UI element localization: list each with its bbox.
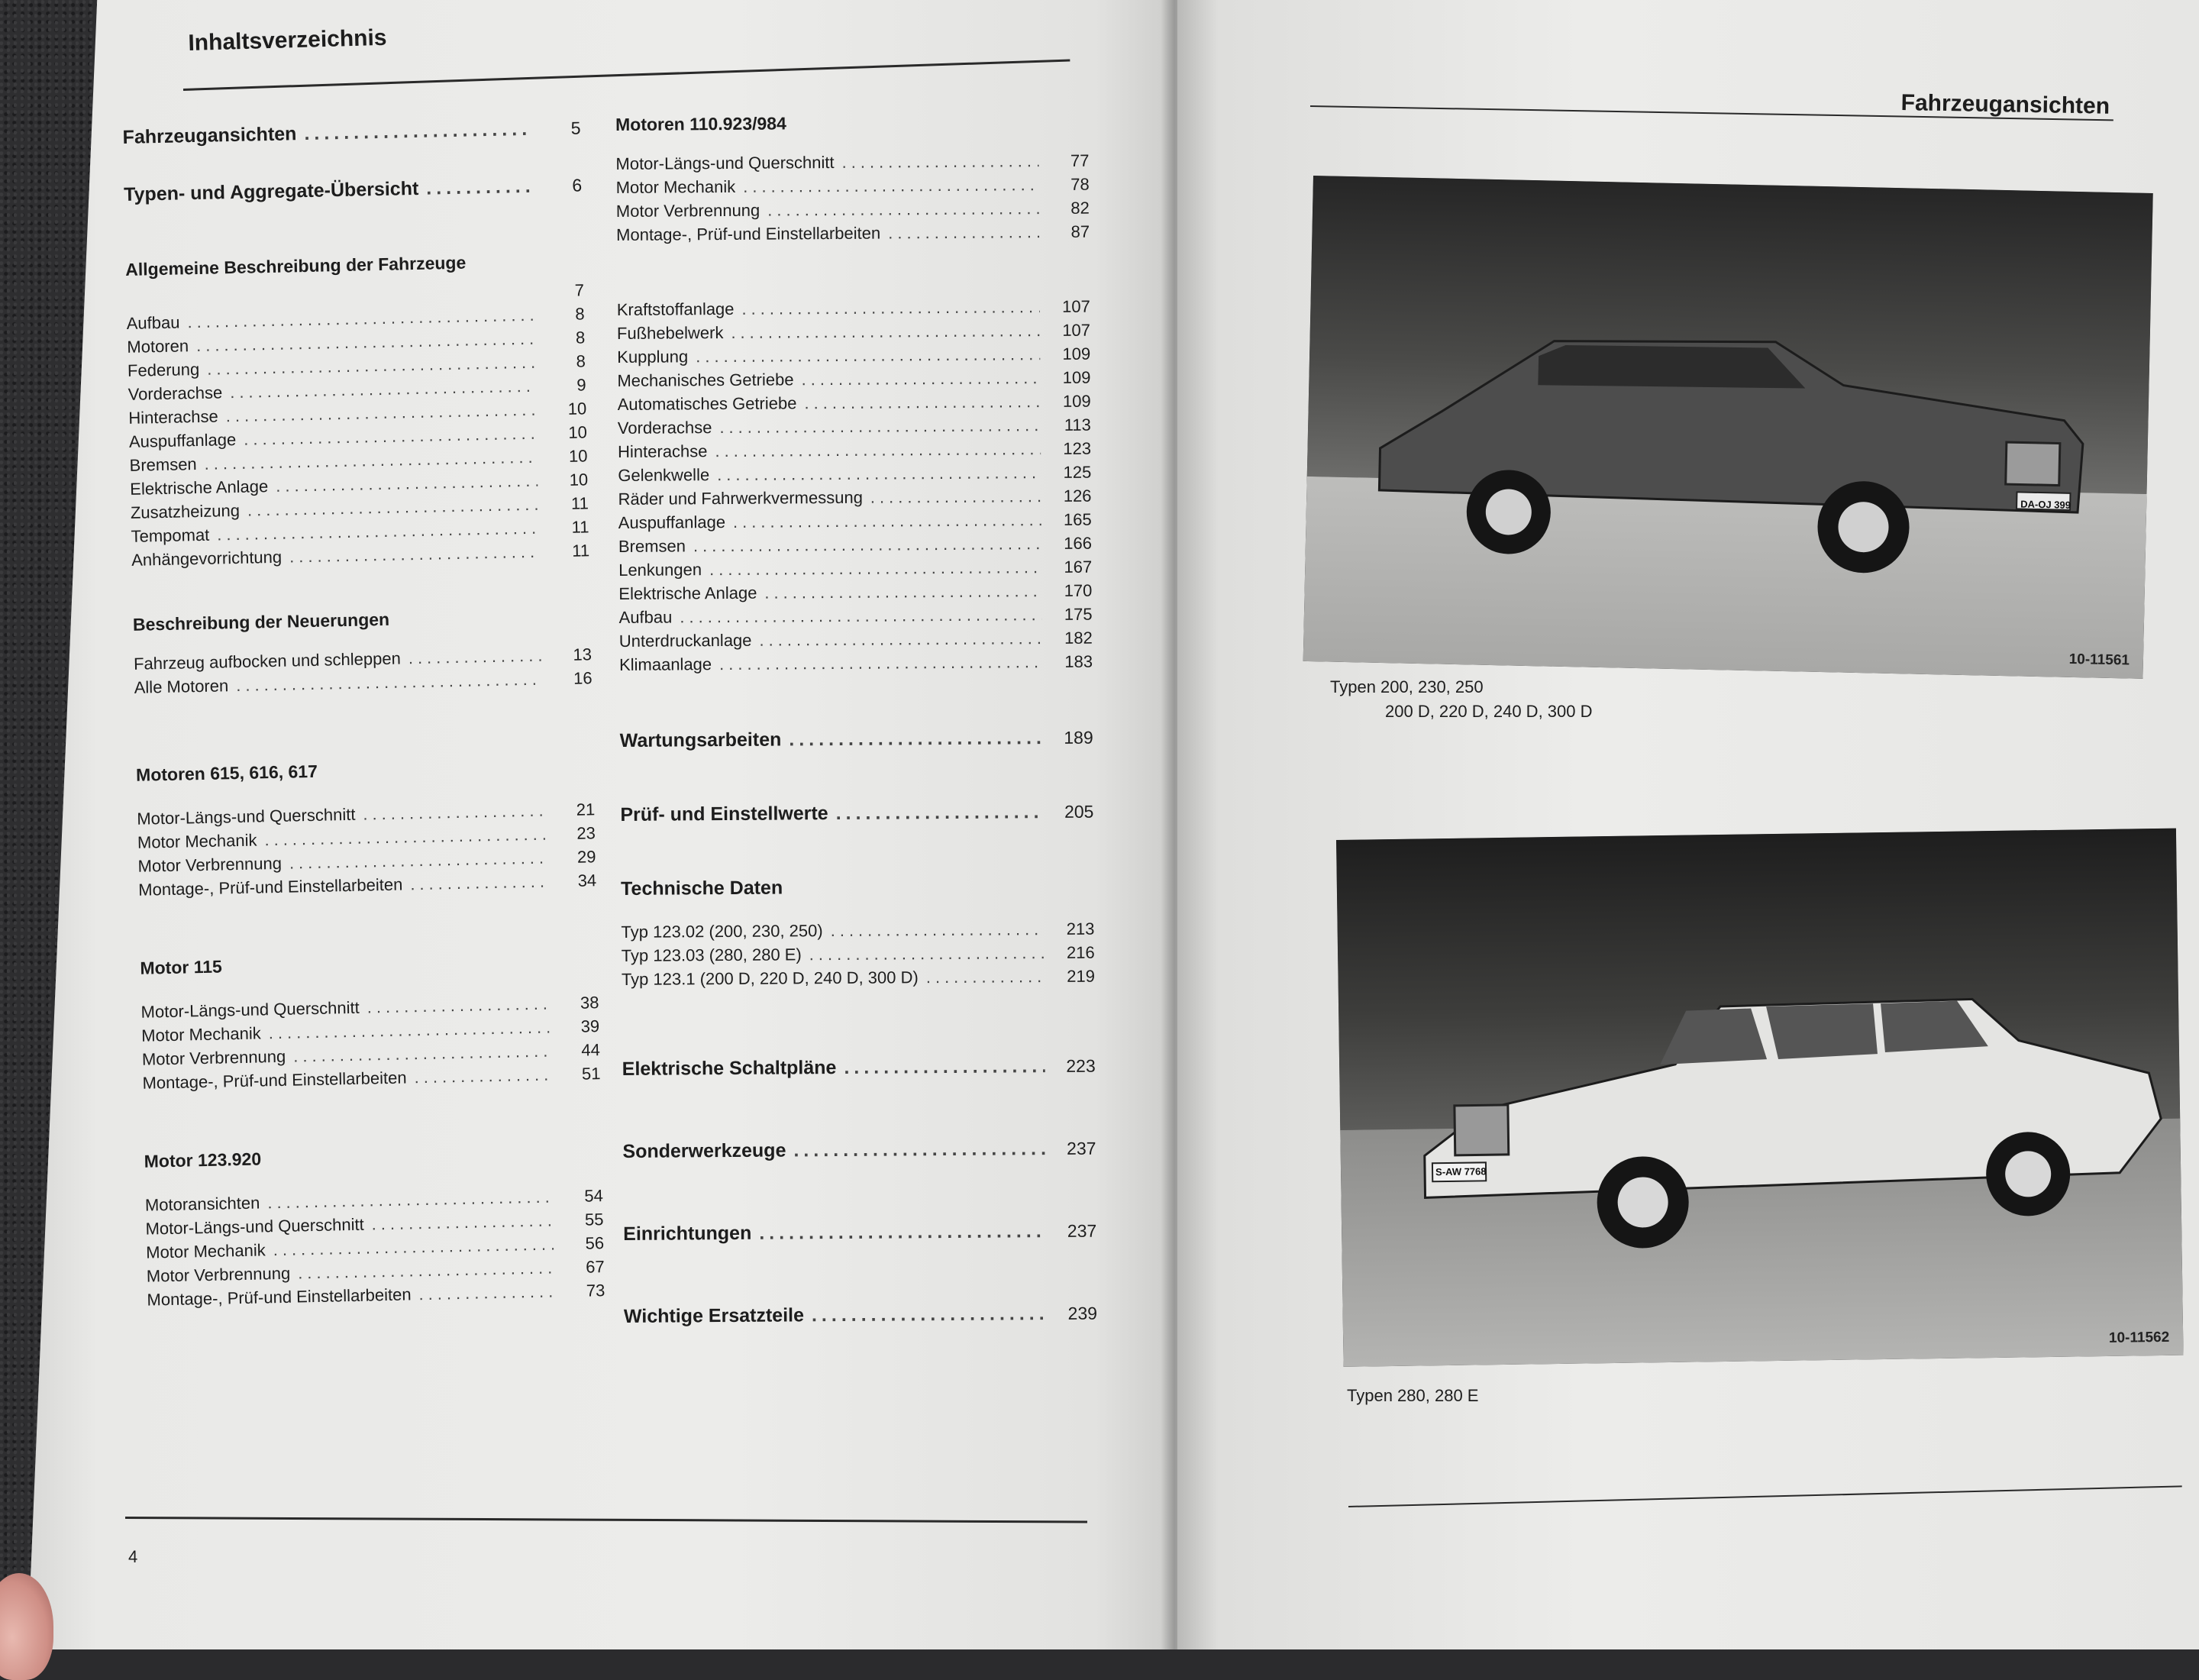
toc-list [617,295,1093,677]
photo-caption: Typen 200, 230, 250 200 D, 220 D, 240 D, 300 D [1330,677,1593,721]
section-title: Motoren 615, 616, 617 [135,761,318,785]
toc-entry: Hinterachse ..... 123 [618,437,1091,464]
toc-entry: Vorderachse ..... 9 [128,373,586,406]
toc-entry: Hinterachse ..... 10 [128,396,587,430]
toc-entry: Montage-, Prüf-und Einstellarbeiten ..... 73 [147,1278,605,1312]
section-title: Motor 115 [140,956,223,978]
toc-list [134,642,593,699]
toc-group-ersatzteile [624,1302,1097,1329]
toc-entry: Aufbau ..... 175 [618,603,1092,629]
toc-entry: Motoren ..... 8 [127,325,586,359]
license-plate: S-AW 7768 [1435,1165,1487,1178]
toc-entry: Bremsen ..... 10 [129,444,588,477]
toc-entry: Typ 123.02 (200, 230, 250) ..... 213 [621,917,1094,944]
toc-entry: Motor Verbrennung ..... 67 [147,1255,605,1288]
car-photo-sedan-dark [1303,176,2153,679]
toc-group-motoren110 [615,111,1090,247]
toc-group-motoren615 [136,755,597,902]
toc-entry: Motor-Längs-und Querschnitt ..... 55 [145,1207,604,1241]
toc-list [140,990,600,1095]
section-title: Technische Daten [620,877,783,900]
toc-entry: Elektrische Schaltpläne ..... 223 [622,1055,1096,1081]
toc-group-motor115 [140,948,601,1095]
toc-group-sonder [622,1137,1096,1164]
page-number: 4 [128,1547,138,1566]
toc-group-allgemein [125,250,589,571]
photo-code: 10-11562 [2108,1329,2170,1346]
toc-entry: Wichtige Ersatzteile ..... 239 [624,1302,1097,1329]
toc-entry: Lenkungen ..... 167 [618,555,1092,582]
car-illustration [1303,176,2153,679]
toc-entry: Zusatzheizung ..... 11 [131,491,589,525]
toc-entry: Montage-, Prüf-und Einstellarbeiten ..... 87 [616,220,1090,247]
toc-entry: Auspuffanlage ..... 10 [129,420,588,454]
toc-group-fahrwerk [617,295,1093,677]
toc-entry: Einrichtungen ..... 237 [623,1220,1096,1246]
toc-list [145,1184,605,1312]
toc-entry: Tempomat ..... 11 [131,515,589,548]
toc-entry: Sonderwerkzeuge ..... 237 [622,1137,1096,1164]
toc-entry: Motor Mechanik ..... 56 [146,1231,605,1265]
toc-entry: Elektrische Anlage ..... 10 [130,467,589,501]
toc-entry: Aufbau ..... 8 [126,302,585,335]
toc-entry: Typ 123.03 (280, 280 E) ..... 216 [622,941,1095,968]
toc-entry: Fußhebelwerk ..... 107 [617,318,1090,345]
toc-entry: Motor Mechanik ..... 23 [137,821,596,855]
toc-entry: Federung ..... 8 [128,349,586,383]
toc-group-einrichtungen [623,1220,1096,1246]
toc-entry: Motor-Längs-und Querschnitt ..... 77 [615,149,1089,176]
toc-entry: Auspuffanlage ..... 165 [618,508,1092,535]
toc-entry: Montage-, Prüf-und Einstellarbeiten ..... 51 [142,1061,601,1095]
toc-entry: Räder und Fahrwerkvermessung ..... 126 [618,484,1091,511]
toc-group-neuerungen [133,605,593,699]
toc-entry: Motor-Längs-und Querschnitt ..... 21 [137,797,596,831]
toc-entry: Motor Mechanik ..... 39 [141,1014,600,1048]
section-title: Motor 123.920 [144,1149,262,1171]
toc-group-wartung [620,726,1093,753]
photo-code: 10-11561 [2068,651,2130,669]
toc-list [621,917,1095,991]
photo-caption: Typen 280, 280 E [1347,1386,1479,1405]
toc-group-technische [621,875,1095,991]
toc-group-motor123 [144,1142,605,1312]
toc-entry: Fahrzeugansichten ..... 5 [122,116,581,150]
toc-group-elektrisch [622,1055,1096,1081]
car-photo-sedan-light [1336,829,2184,1367]
toc-entry: Motoransichten ..... 54 [145,1184,604,1217]
toc-list [126,302,589,571]
toc-entry: Vorderachse ..... 113 [618,413,1091,440]
toc-entry: Prüf- und Einstellwerte ..... 205 [620,800,1093,827]
toc-entry: Montage-, Prüf-und Einstellarbeiten ..... 34 [138,868,597,902]
toc-entry: Typ 123.1 (200 D, 220 D, 240 D, 300 D) ..... 219 [622,964,1095,991]
toc-entry: Alle Motoren ..... 16 [134,666,593,699]
toc-entry: Elektrische Anlage ..... 170 [618,579,1092,606]
toc-entry: Klimaanlage ..... 183 [619,650,1093,677]
toc-list [137,797,596,902]
car-illustration [1336,829,2184,1367]
toc-entry: Motor Verbrennung ..... 82 [616,196,1090,223]
section-title: Allgemeine Beschreibung der Fahrzeuge [124,252,467,279]
toc-entry: 7 [574,280,585,300]
toc-heading: Inhaltsverzeichnis [188,24,387,56]
toc-entry: Motor Mechanik ..... 78 [616,173,1090,199]
toc-entry: Motor-Längs-und Querschnitt ..... 38 [140,990,599,1024]
toc-entry: Fahrzeug aufbocken und schleppen ..... 13 [134,642,593,676]
toc-group-top [122,116,582,207]
toc-entry: Wartungsarbeiten ..... 189 [620,726,1093,753]
toc-entry: Motor Verbrennung ..... 29 [137,845,596,878]
toc-entry: Anhängevorrichtung ..... 11 [131,538,590,572]
toc-entry: Unterdruckanlage ..... 182 [619,626,1093,653]
toc-entry: Bremsen ..... 166 [618,531,1092,558]
toc-entry: Kraftstoffanlage ..... 107 [617,295,1090,321]
section-title: Beschreibung der Neuerungen [132,609,390,635]
toc-entry: Mechanisches Getriebe ..... 109 [617,366,1090,393]
toc-group-pruef [620,800,1093,827]
license-plate: DA-OJ 399 [2020,498,2071,511]
toc-entry: Typen- und Aggregate-Übersicht ..... 6 [124,173,583,207]
toc-entry: Gelenkwelle ..... 125 [618,460,1091,487]
toc-entry: Automatisches Getriebe ..... 109 [618,389,1091,416]
toc-entry: Motor Verbrennung ..... 44 [142,1038,601,1071]
page-heading: Fahrzeugansichten [1900,90,2110,119]
section-title: Motoren 110.923/984 [615,113,786,134]
toc-list [615,149,1090,247]
toc-entry: Kupplung ..... 109 [617,342,1090,369]
